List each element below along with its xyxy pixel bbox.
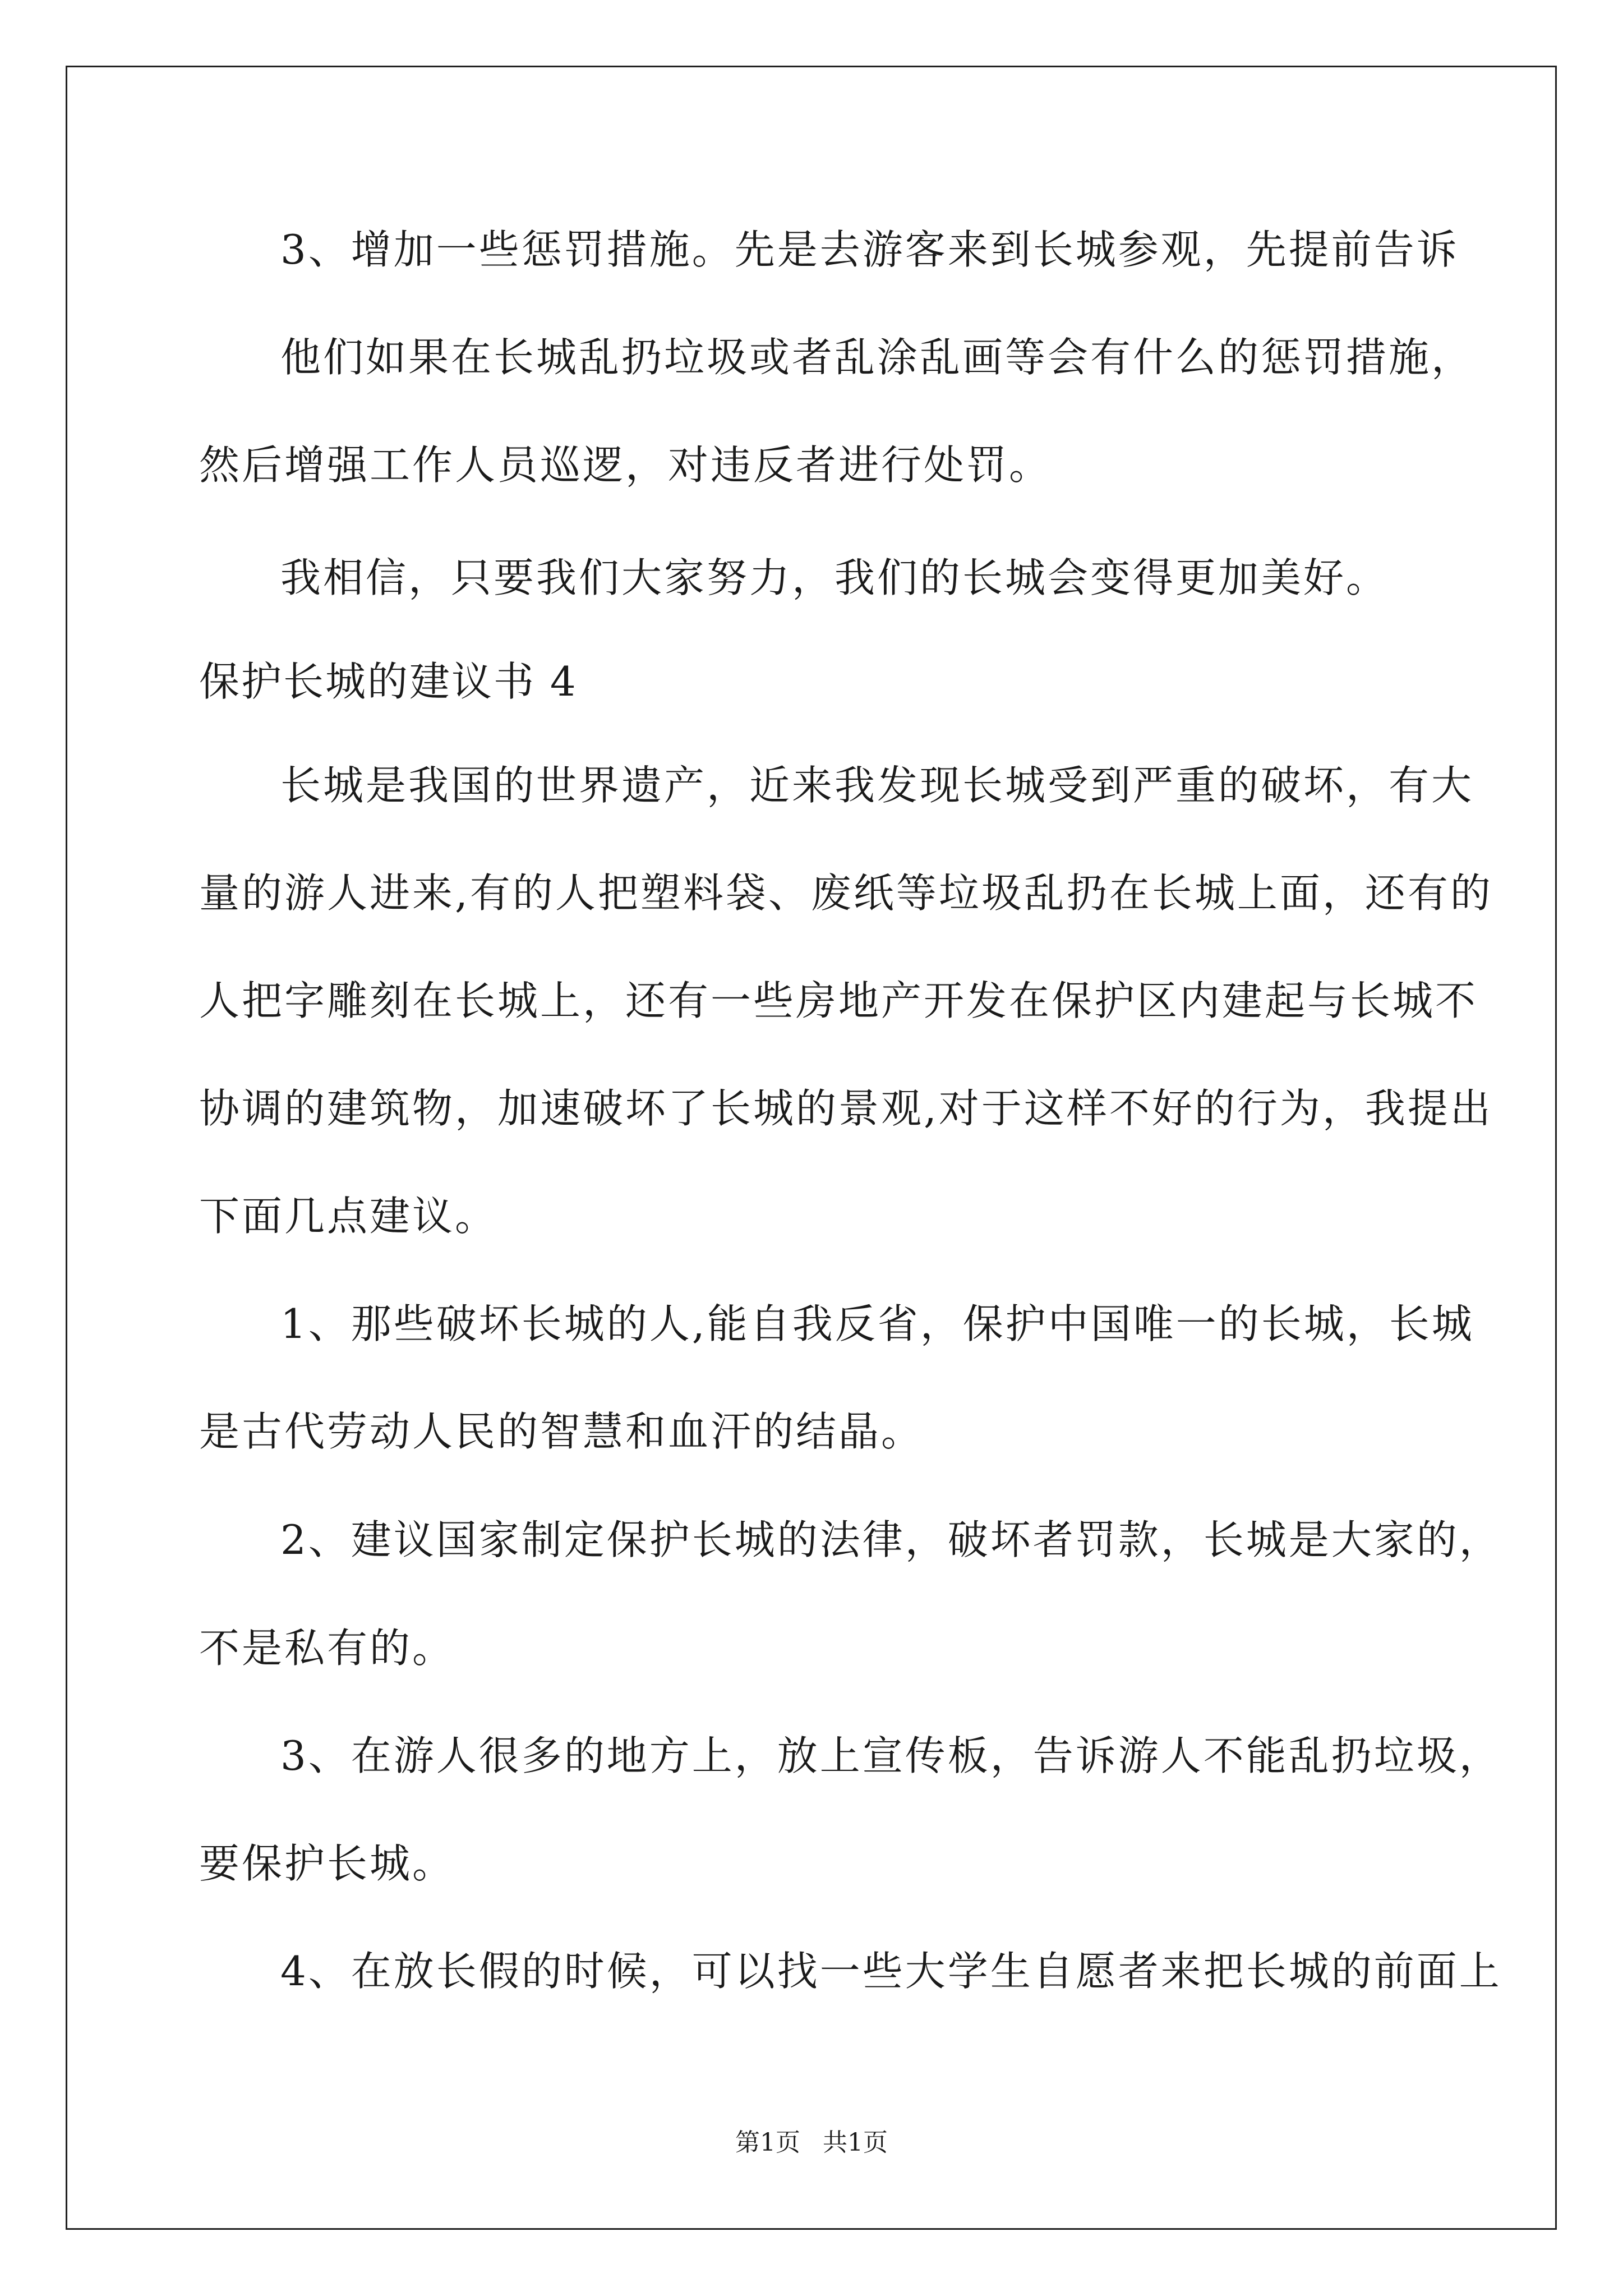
paragraph-line: 我相信，只要我们大家努力，我们的长城会变得更加美好。 — [280, 554, 1389, 601]
paragraph-line: 要保护长城。 — [199, 1840, 455, 1887]
page-number-total: 共1页 — [823, 2128, 888, 2157]
paragraph-line: 他们如果在长城乱扔垃圾或者乱涂乱画等会有什么的惩罚措施， — [280, 334, 1474, 381]
paragraph-line: 3、在游人很多的地方上，放上宣传板，告诉游人不能乱扔垃圾， — [280, 1732, 1502, 1779]
section-heading: 保护长城的建议书 4 — [199, 658, 578, 705]
paragraph-line: 3、增加一些惩罚措施。先是去游客来到长城参观，先提前告诉 — [280, 226, 1459, 273]
paragraph-line: 长城是我国的世界遗产，近来我发现长城受到严重的破坏，有大 — [280, 762, 1474, 809]
paragraph-line: 2、建议国家制定保护长城的法律，破坏者罚款，长城是大家的， — [280, 1516, 1502, 1563]
paragraph-line: 量的游人进来,有的人把塑料袋、废纸等垃圾乱扔在长城上面，还有的 — [199, 869, 1493, 917]
page-number-current: 第1页 — [735, 2128, 800, 2157]
paragraph-line: 下面几点建议。 — [199, 1193, 498, 1240]
page-border — [66, 66, 1557, 2230]
paragraph-line: 然后增强工作人员巡逻，对违反者进行处罚。 — [199, 441, 1052, 489]
paragraph-line: 1、那些破坏长城的人,能自我反省，保护中国唯一的长城，长城 — [280, 1300, 1474, 1347]
paragraph-line: 是古代劳动人民的智慧和血汗的结晶。 — [199, 1408, 924, 1455]
paragraph-line: 4、在放长假的时候，可以找一些大学生自愿者来把长城的前面上 — [280, 1948, 1502, 1995]
paragraph-line: 协调的建筑物，加速破坏了长城的景观,对于这样不好的行为，我提出 — [199, 1085, 1493, 1132]
paragraph-line: 不是私有的。 — [199, 1625, 455, 1672]
page-footer — [0, 2127, 1623, 2159]
paragraph-line: 人把字雕刻在长城上，还有一些房地产开发在保护区内建起与长城不 — [199, 977, 1478, 1024]
